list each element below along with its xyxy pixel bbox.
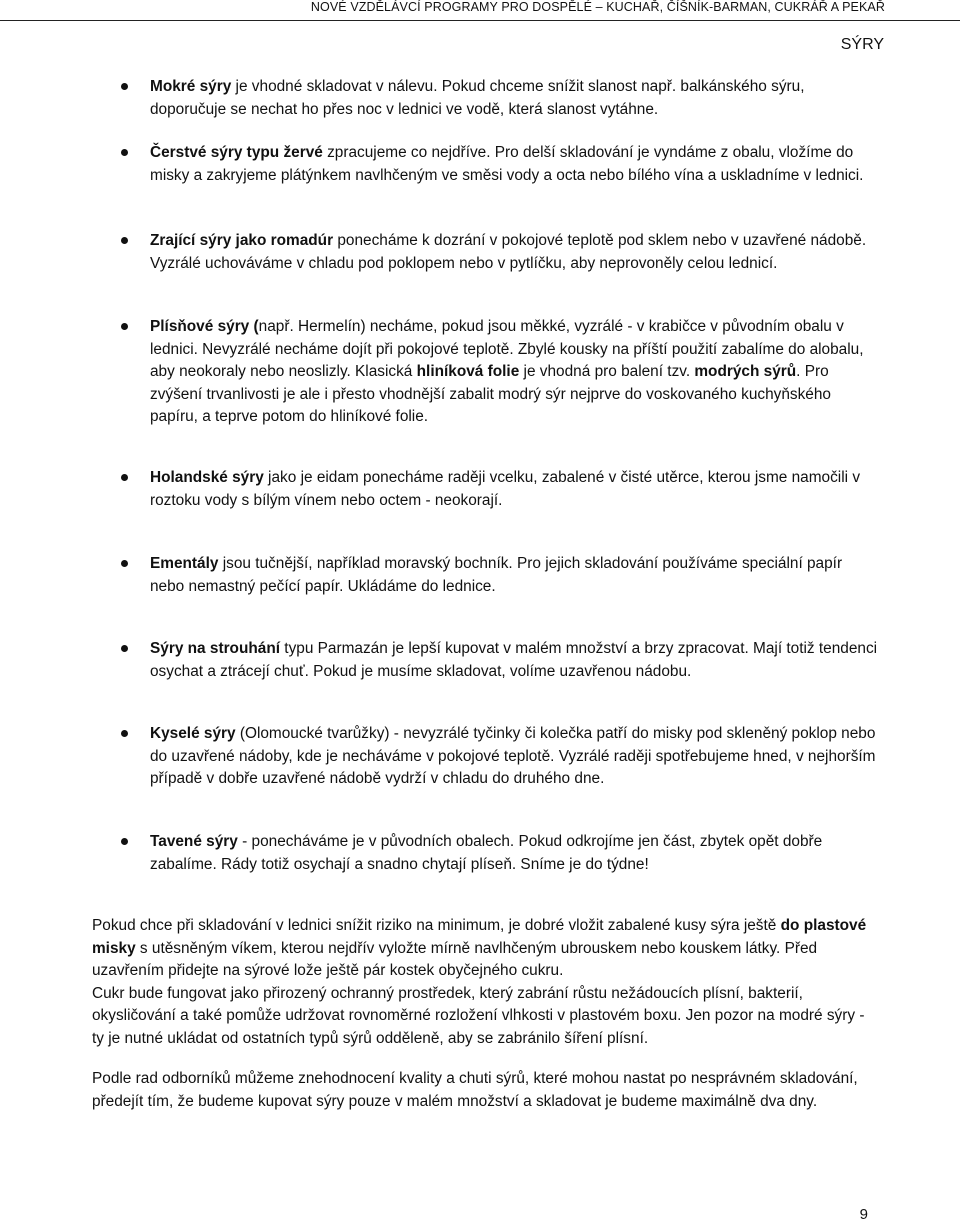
section-title: SÝRY: [840, 36, 884, 53]
list-item: [150, 76, 880, 121]
bullet-icon: [121, 730, 128, 737]
item-text: je vhodná pro balení tzv.: [519, 363, 695, 380]
list-item: [150, 467, 880, 512]
paragraph-text: Pokud chce při skladování v lednici snížit riziko na minimum, je dobré vložit zabalené kusy sýra ještě: [92, 917, 781, 934]
bullet-icon: [121, 560, 128, 567]
item-text: (Olomoucké tvarůžky) - nevyzrálé tyčinky či kolečka patří do misky pod skleněný poklop nebo do uzavřené nádoby, kde je necháváme v pokojové teplotě. Vyzrálé raději spotřebujeme hned, v nejhorším případě v dobře uzavřené nádobě vydrží v chladu do druhého dne.: [150, 725, 876, 787]
header-rule: [0, 20, 960, 21]
list-item: [150, 553, 880, 598]
page-number: 9: [859, 1206, 868, 1223]
bullet-icon: [121, 237, 128, 244]
item-bold: Mokré sýry: [150, 78, 232, 95]
list-item: [150, 316, 880, 429]
item-text: - ponecháváme je v původních obalech. Pokud odkrojíme jen část, zbytek opět dobře zabalíme. Rády totiž osychají a snadno chytají plíseň. Snímе je do týdne!: [150, 833, 823, 873]
running-header: NOVÉ VZDĚLÁVCÍ PROGRAMY PRO DOSPĚLÉ – KUCHAŘ, ČÍŠNÍK-BARMAN, CUKRÁŘ A PEKAŘ: [310, 0, 885, 14]
paragraph-text: Cukr bude fungovat jako přirozený ochranný prostředek, který zabrání růstu nežádoucích plísní, bakterií, okysličování a také pomůže udržovat rovnoměrné rozložení vlhkosti v plastovém boxu. Jen pozor na modré sýry - ty je nutné ukládat od ostatních typů sýrů odděleně, aby se zabránilo šíření plísní.: [92, 984, 865, 1047]
bullet-icon: [121, 83, 128, 90]
item-text: jako je eidam ponecháme raději vcelku, zabalené v čisté utěrce, kterou jsme namočili v roztoku vody s bílým vínem nebo octem - neokorají.: [150, 469, 861, 509]
item-text: např. Hermelín) necháme, pokud jsou měkké, vyzrálé - v krabičce v původním obalu v lednici. Nevyzrálé necháme dojít při pokojové teplotě. Zbylé kousky na příští použití zabalíme do alobalu, aby neokoraly nebo neoslizly. Klasická: [150, 318, 864, 380]
paragraph-bold: do plastové misky: [92, 917, 867, 957]
item-text: je vhodné skladovat v nálevu. Pokud chceme snížit slanost např. balkánského sýru, doporučuje se nechat ho přes noc v lednici ve vodě, která slanost vytáhne.: [150, 78, 805, 118]
item-bold: Čerstvé sýry typu žervé: [150, 144, 323, 161]
list-item: [150, 230, 880, 275]
list-item: [150, 142, 880, 187]
item-bold: hliníková folie: [416, 363, 520, 380]
list-item: [150, 638, 880, 683]
bullet-icon: [121, 149, 128, 156]
body-paragraph: [92, 915, 872, 1050]
list-item: [150, 723, 880, 791]
item-bold: Kyselé sýry: [150, 725, 236, 742]
bullet-icon: [121, 474, 128, 481]
item-bold: Tavené sýry: [150, 833, 238, 850]
item-bold: Sýry na strouhání: [150, 640, 281, 657]
body-paragraph: [92, 1068, 872, 1113]
item-bold: Ementály: [150, 555, 219, 572]
item-text: zpracujeme co nejdříve. Pro delší skladování je vyndáme z obalu, vložíme do misky a zakryjeme plátýnkem navlhčeným ve směsi vody a octa nebo bílého vína a uskladníme v lednici.: [150, 144, 864, 184]
paragraph-text: s utěsněným víkem, kterou nejdřív vyložte mírně navlhčeným ubrouskem nebo kouskem látky. Před uzavřením přidejte na sýrové lože ještě pár kostek obyčejného cukru.: [92, 939, 818, 979]
item-text: . Pro zvýšení trvanlivosti je ale i přesto vhodnější zabalit modrý sýr nejprve do voskovaného kuchyňského papíru, a teprve potom do hliníkové folie.: [150, 363, 831, 425]
item-bold: Plísňové sýry (: [150, 318, 259, 335]
item-text: typu Parmazán je lepší kupovat v malém množství a brzy zpracovat. Mají totiž tendenci osychat a ztrácejí chuť. Pokud je musíme skladovat, volíme uzavřenou nádobu.: [150, 640, 878, 680]
item-bold: Holandské sýry: [150, 469, 264, 486]
paragraph-text: Podle rad odborníků můžeme znehodnocení kvality a chuti sýrů, které mohou nastat po nesprávném skladování, předejít tím, že budeme kupovat sýry pouze v malém množství a skladovat je budeme maximálně dva dny.: [92, 1070, 858, 1110]
item-bold: Zrající sýry jako romadúr: [150, 232, 334, 249]
bullet-icon: [121, 645, 128, 652]
list-item: [150, 831, 880, 876]
bullet-icon: [121, 838, 128, 845]
bullet-icon: [121, 323, 128, 330]
item-text: ponecháme k dozrání v pokojové teplotě pod sklem nebo v uzavřené nádobě. Vyzrálé uchováváme v chladu pod poklopem nebo v pytlíčku, aby neprovoněly celou lednicí.: [150, 232, 867, 272]
item-bold: modrých sýrů: [694, 363, 797, 380]
item-text: jsou tučnější, například moravský bochník. Pro jejich skladování používáme speciální papír nebo nemastný pečící papír. Ukládáme do lednice.: [150, 555, 843, 595]
